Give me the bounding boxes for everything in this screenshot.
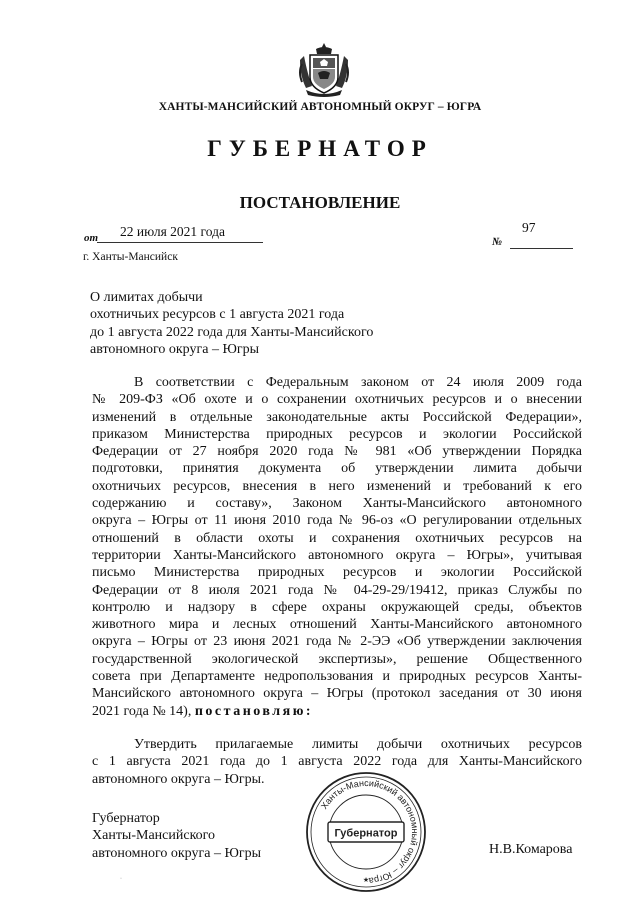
subject-line: О лимитах добычи	[90, 290, 203, 305]
text-line: изменений в отдельные законодательные акты Российской Федерации»,	[92, 409, 582, 425]
city-name: г. Ханты-Мансийск	[83, 251, 178, 263]
subject-line: до 1 августа 2022 года для Ханты-Мансийского	[90, 324, 374, 340]
number-prefix: №	[492, 236, 503, 248]
text-line: государственной экологической экспертизы», решение Общественного	[92, 651, 582, 667]
text-line: подготовки, принятия документа об утверждении лимита добычи	[92, 461, 582, 477]
region-name: ХАНТЫ-МАНСИЙСКИЙ АВТОНОМНЫЙ ОКРУГ – ЮГРА	[158, 101, 482, 113]
scan-mark: ·	[120, 876, 122, 882]
text-line: Федерации от 8 июля 2021 года № 04-29-29/19412, приказ Службы по	[92, 582, 582, 598]
coat-of-arms-emblem	[296, 40, 352, 98]
resolve-word: постановляю:	[194, 703, 314, 719]
date-underline	[97, 242, 263, 243]
signatory-title-line: Губернатор	[92, 811, 160, 826]
text-line: Федерации от 27 ноября 2020 года № 981 «Об утверждении Порядка	[92, 444, 582, 460]
text-line: № 209-ФЗ «Об охоте и о сохранении охотничьих ресурсов и о внесении	[92, 392, 582, 408]
date-prefix: от	[84, 232, 99, 244]
text-line: автономного округа – Югры.	[92, 771, 265, 787]
text-line: контролю и надзору в сфере охраны окружающей среды, объектов	[92, 599, 582, 615]
text-line: отношений в области охоты и сохранения охотничьих ресурсов на	[92, 530, 582, 546]
text-line: с 1 августа 2021 года до 1 августа 2022 года для Ханты-Мансийского	[92, 754, 582, 770]
document-subject	[90, 289, 373, 358]
number-underline	[510, 248, 573, 249]
text-line: округа – Югры от 11 июня 2010 года № 96-оз «О регулировании отдельных	[92, 513, 582, 529]
signatory-title	[92, 810, 261, 862]
text-line	[92, 703, 582, 720]
document-number: 97	[522, 220, 536, 235]
text-line: содержанию и составу», Законом Ханты-Мансийского автономного	[92, 496, 582, 512]
signatory-name: Н.В.Комарова	[489, 842, 573, 857]
text-line: округа – Югры от 23 июня 2021 года № 2-ЭЭ «Об утверждении заключения	[92, 634, 582, 650]
document-type: ПОСТАНОВЛЕНИЕ	[239, 193, 401, 212]
text-line: животного мира и лесных отношений Ханты-Мансийского автономного	[92, 617, 582, 633]
issuer-title: ГУБЕРНАТОР	[207, 136, 433, 161]
signatory-title-line: автономного округа – Югры	[92, 845, 261, 861]
document-date: 22 июля 2021 года	[120, 224, 225, 239]
stamp-center-text: Губернатор	[334, 827, 398, 840]
text-line-end: 2021 года № 14),	[92, 703, 192, 719]
preamble-paragraph	[92, 374, 582, 720]
subject-line: автономного округа – Югры	[90, 341, 259, 357]
text-line: В соответствии с Федеральным законом от 24 июля 2009 года	[134, 375, 582, 390]
stamp-star-icon: ★	[362, 876, 370, 884]
text-line: приказом Министерства природных ресурсов и экологии Российской	[92, 426, 582, 442]
official-stamp	[304, 770, 428, 894]
text-line: Утвердить прилагаемые лимиты добычи охотничьих ресурсов	[134, 737, 582, 752]
signatory-title-line: Ханты-Мансийского	[92, 828, 216, 844]
text-line: письмо Министерства природных ресурсов и экологии Российской	[92, 565, 582, 581]
text-line: совета при Департаменте недропользования и природных ресурсов Ханты-	[92, 669, 582, 685]
text-line: охотничьих ресурсов, внесения в него изменений и требований к его	[92, 478, 582, 494]
subject-line: охотничьих ресурсов с 1 августа 2021 года	[90, 307, 345, 323]
text-line: территории Ханты-Мансийского автономного округа – Югры», учитывая	[92, 547, 582, 563]
text-line: Мансийского автономного округа – Югры (протокол заседания от 30 июня	[92, 686, 582, 702]
stamp-ring-text: Ханты-Мансийский автономный округ – Югра	[318, 777, 421, 886]
